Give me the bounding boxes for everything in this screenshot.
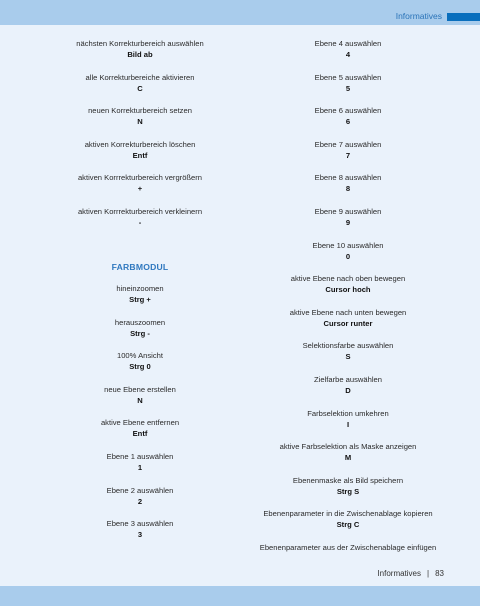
- shortcut-label: 100% Ansicht: [116, 351, 163, 361]
- shortcut-label: Ebenenmaske als Bild speichern: [292, 475, 404, 485]
- shortcut-key: 0: [345, 251, 351, 261]
- shortcut-label: Ebene 5 auswählen: [314, 72, 382, 82]
- shortcut-key: 2: [137, 496, 143, 506]
- shortcut-entry: [228, 476, 468, 497]
- shortcut-label: neuen Korrekturbereich setzen: [88, 106, 192, 116]
- shortcut-entry: [20, 39, 260, 60]
- shortcut-entry: [20, 173, 260, 194]
- shortcut-key: N: [137, 117, 143, 127]
- shortcut-entry: [20, 452, 260, 473]
- shortcut-label: alle Korrekturbereiche aktivieren: [85, 72, 195, 82]
- shortcut-entry: [228, 140, 468, 161]
- shortcut-entry: [228, 241, 468, 262]
- shortcut-label: aktive Ebene nach oben bewegen: [290, 274, 406, 284]
- running-header-title: Informatives: [395, 11, 442, 21]
- footer-separator: |: [427, 569, 430, 578]
- shortcut-label: Zielfarbe auswählen: [314, 375, 382, 384]
- shortcut-label: Ebene 1 auswählen: [106, 452, 174, 461]
- shortcut-key: I: [346, 419, 350, 429]
- shortcut-key: Cursor hoch: [325, 285, 371, 295]
- shortcut-entry: [228, 543, 468, 553]
- shortcut-label: hineinzoomen: [116, 284, 164, 293]
- shortcut-entry: [20, 73, 260, 94]
- shortcut-entry: [228, 509, 468, 530]
- shortcut-entry: [228, 73, 468, 94]
- shortcut-key: 1: [137, 463, 143, 472]
- shortcut-key: 7: [345, 150, 351, 160]
- shortcut-key: Strg S: [336, 486, 360, 496]
- shortcut-entry: [20, 140, 260, 161]
- shortcut-key: Strg -: [130, 328, 150, 338]
- shortcut-key: 4: [345, 50, 351, 59]
- shortcut-label: Ebene 7 auswählen: [314, 139, 382, 149]
- shortcut-entry: [20, 519, 260, 540]
- shortcut-label: neue Ebene erstellen: [104, 384, 176, 394]
- shortcut-label: herauszoomen: [114, 317, 166, 327]
- shortcut-key: 8: [345, 184, 351, 194]
- shortcut-label: Ebenenparameter aus der Zwischenablage einfügen: [259, 543, 437, 552]
- shortcut-label: aktive Ebene entfernen: [100, 418, 180, 428]
- shortcut-key: M: [344, 453, 352, 463]
- shortcut-entry: [228, 39, 468, 60]
- shortcut-key: +: [137, 184, 143, 194]
- shortcut-label: aktiven Korrekturbereich löschen: [84, 139, 196, 149]
- shortcut-label: Ebene 3 auswählen: [106, 519, 174, 529]
- shortcut-label: aktive Ebene nach unten bewegen: [289, 307, 407, 317]
- shortcut-entry: [20, 207, 260, 228]
- shortcut-entry: [228, 341, 468, 362]
- shortcut-entry: [228, 173, 468, 194]
- shortcut-key: Strg +: [129, 295, 151, 304]
- shortcut-key: 6: [345, 117, 351, 127]
- shortcut-label: Farbselektion umkehren: [307, 408, 389, 418]
- shortcut-entry: [228, 442, 468, 463]
- shortcut-label: Ebene 8 auswählen: [314, 173, 382, 183]
- shortcut-label: Ebene 10 auswählen: [312, 240, 384, 250]
- section-heading-farbmodul: FARBMODUL: [111, 262, 169, 272]
- shortcut-key: 3: [137, 530, 143, 540]
- shortcut-entry: [228, 409, 468, 430]
- shortcut-entry: [228, 375, 468, 396]
- footer-section: Informatives: [377, 569, 422, 578]
- shortcut-label: Ebene 6 auswählen: [314, 106, 382, 116]
- shortcut-entry: [20, 486, 260, 507]
- shortcut-key: Entf: [132, 150, 148, 160]
- footer-band: [0, 586, 480, 606]
- shortcut-entry: [20, 284, 260, 305]
- shortcut-label: Selektionsfarbe auswählen: [302, 341, 394, 351]
- shortcut-key: D: [345, 386, 351, 395]
- shortcut-entry: [228, 207, 468, 228]
- shortcut-label: aktiven Korrrekturbereich vergrößern: [77, 173, 203, 183]
- shortcut-key: Bild ab: [127, 50, 153, 59]
- shortcut-label: aktive Farbselektion als Maske anzeigen: [279, 442, 417, 452]
- shortcut-entry: [20, 385, 260, 406]
- shortcut-entry: [20, 351, 260, 372]
- shortcut-entry: [228, 308, 468, 329]
- shortcut-key: Entf: [132, 429, 148, 439]
- page-number: 83: [435, 569, 444, 578]
- shortcut-key: C: [137, 83, 143, 93]
- shortcut-key: -: [138, 218, 142, 227]
- shortcut-entry: [20, 106, 260, 127]
- shortcut-label: Ebene 9 auswählen: [314, 207, 382, 216]
- shortcut-key: 9: [345, 218, 351, 227]
- shortcut-label: aktiven Korrrekturbereich verkleinern: [77, 207, 203, 216]
- shortcut-label: Ebenenparameter in die Zwischenablage kopieren: [263, 509, 433, 519]
- shortcut-key: Strg C: [336, 520, 360, 530]
- shortcut-entry: [20, 318, 260, 339]
- shortcut-entry: [228, 274, 468, 295]
- shortcut-label: nächsten Korrekturbereich auswählen: [76, 39, 204, 48]
- shortcut-key: S: [345, 352, 351, 362]
- shortcut-key: Cursor runter: [323, 318, 373, 328]
- page-footer: [377, 569, 444, 578]
- shortcut-label: Ebene 2 auswählen: [106, 485, 174, 495]
- shortcut-key: Strg 0: [129, 362, 151, 372]
- shortcut-entry: [20, 418, 260, 439]
- shortcut-key: N: [137, 395, 143, 405]
- shortcut-key: 5: [345, 83, 351, 93]
- shortcut-entry: [228, 106, 468, 127]
- header-tab-marker: [447, 13, 480, 21]
- shortcut-label: Ebene 4 auswählen: [314, 39, 382, 48]
